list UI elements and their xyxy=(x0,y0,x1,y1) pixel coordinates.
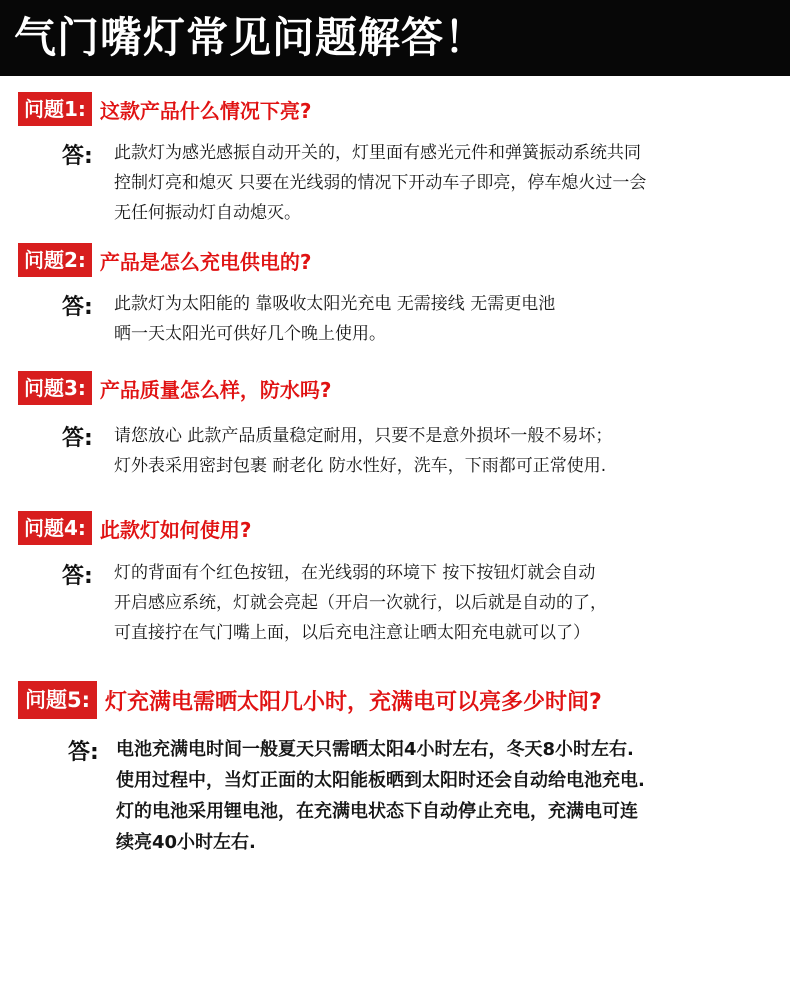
question-badge: 问题5: xyxy=(18,681,97,719)
answer-line: 电池充满电时间一般夏天只需晒太阳4小时左右，冬天8小时左右. xyxy=(116,739,634,760)
question-row xyxy=(18,371,332,405)
answer-label: 答: xyxy=(62,426,93,451)
question-text: 产品是怎么充电供电的? xyxy=(99,249,312,274)
answer-label: 答: xyxy=(62,295,93,320)
page-title: 气门嘴灯常见问题解答！ xyxy=(14,13,488,62)
answer-line: 开启感应系统，灯就会亮起（开启一次就行，以后就是自动的了， xyxy=(114,593,607,613)
question-badge: 问题4: xyxy=(18,511,92,545)
answer-line: 无任何振动灯自动熄灭。 xyxy=(114,203,301,223)
answer-line: 晒一天太阳光可供好几个晚上使用。 xyxy=(114,324,386,344)
question-badge: 问题1: xyxy=(18,92,92,126)
answer-line: 灯外表采用密封包裹 耐老化 防水性好，洗车，下雨都可正常使用. xyxy=(114,456,607,476)
answer-text xyxy=(114,421,612,481)
answer-line: 灯的电池采用锂电池，在充满电状态下自动停止充电，充满电可连 xyxy=(116,801,638,822)
question-text: 此款灯如何使用? xyxy=(99,517,252,542)
answer-line: 灯的背面有个红色按钮，在光线弱的环境下 按下按钮灯就会自动 xyxy=(114,563,596,583)
question-text: 产品质量怎么样，防水吗? xyxy=(99,377,332,402)
answer-text xyxy=(116,734,645,858)
question-text: 这款产品什么情况下亮? xyxy=(99,98,312,123)
answer-label: 答: xyxy=(62,564,93,589)
answer-label: 答: xyxy=(62,144,93,169)
answer-line: 请您放心 此款产品质量稳定耐用，只要不是意外损坏一般不易坏； xyxy=(114,426,613,446)
answer-line: 续亮40小时左右. xyxy=(116,832,256,853)
question-row xyxy=(18,683,602,717)
answer-line: 可直接拧在气门嘴上面，以后充电注意让晒太阳充电就可以了） xyxy=(114,623,590,643)
answer-line: 此款灯为感光感振自动开关的，灯里面有感光元件和弹簧振动系统共同 xyxy=(114,143,641,163)
answer-line: 此款灯为太阳能的 靠吸收太阳光充电 无需接线 无需更电池 xyxy=(114,294,556,314)
question-row xyxy=(18,92,312,126)
question-text: 灯充满电需晒太阳几小时，充满电可以亮多少时间? xyxy=(105,689,602,715)
answer-line: 控制灯亮和熄灭 只要在光线弱的情况下开动车子即亮，停车熄火过一会 xyxy=(114,173,647,193)
answer-label: 答: xyxy=(68,740,99,765)
question-row xyxy=(18,243,312,277)
question-badge: 问题2: xyxy=(18,243,92,277)
question-row xyxy=(18,511,252,545)
answer-text xyxy=(114,289,555,349)
question-badge: 问题3: xyxy=(18,371,92,405)
answer-text xyxy=(114,558,607,648)
answer-line: 使用过程中，当灯正面的太阳能板晒到太阳时还会自动给电池充电. xyxy=(116,770,645,791)
page-header xyxy=(0,0,790,76)
answer-text xyxy=(114,138,646,228)
